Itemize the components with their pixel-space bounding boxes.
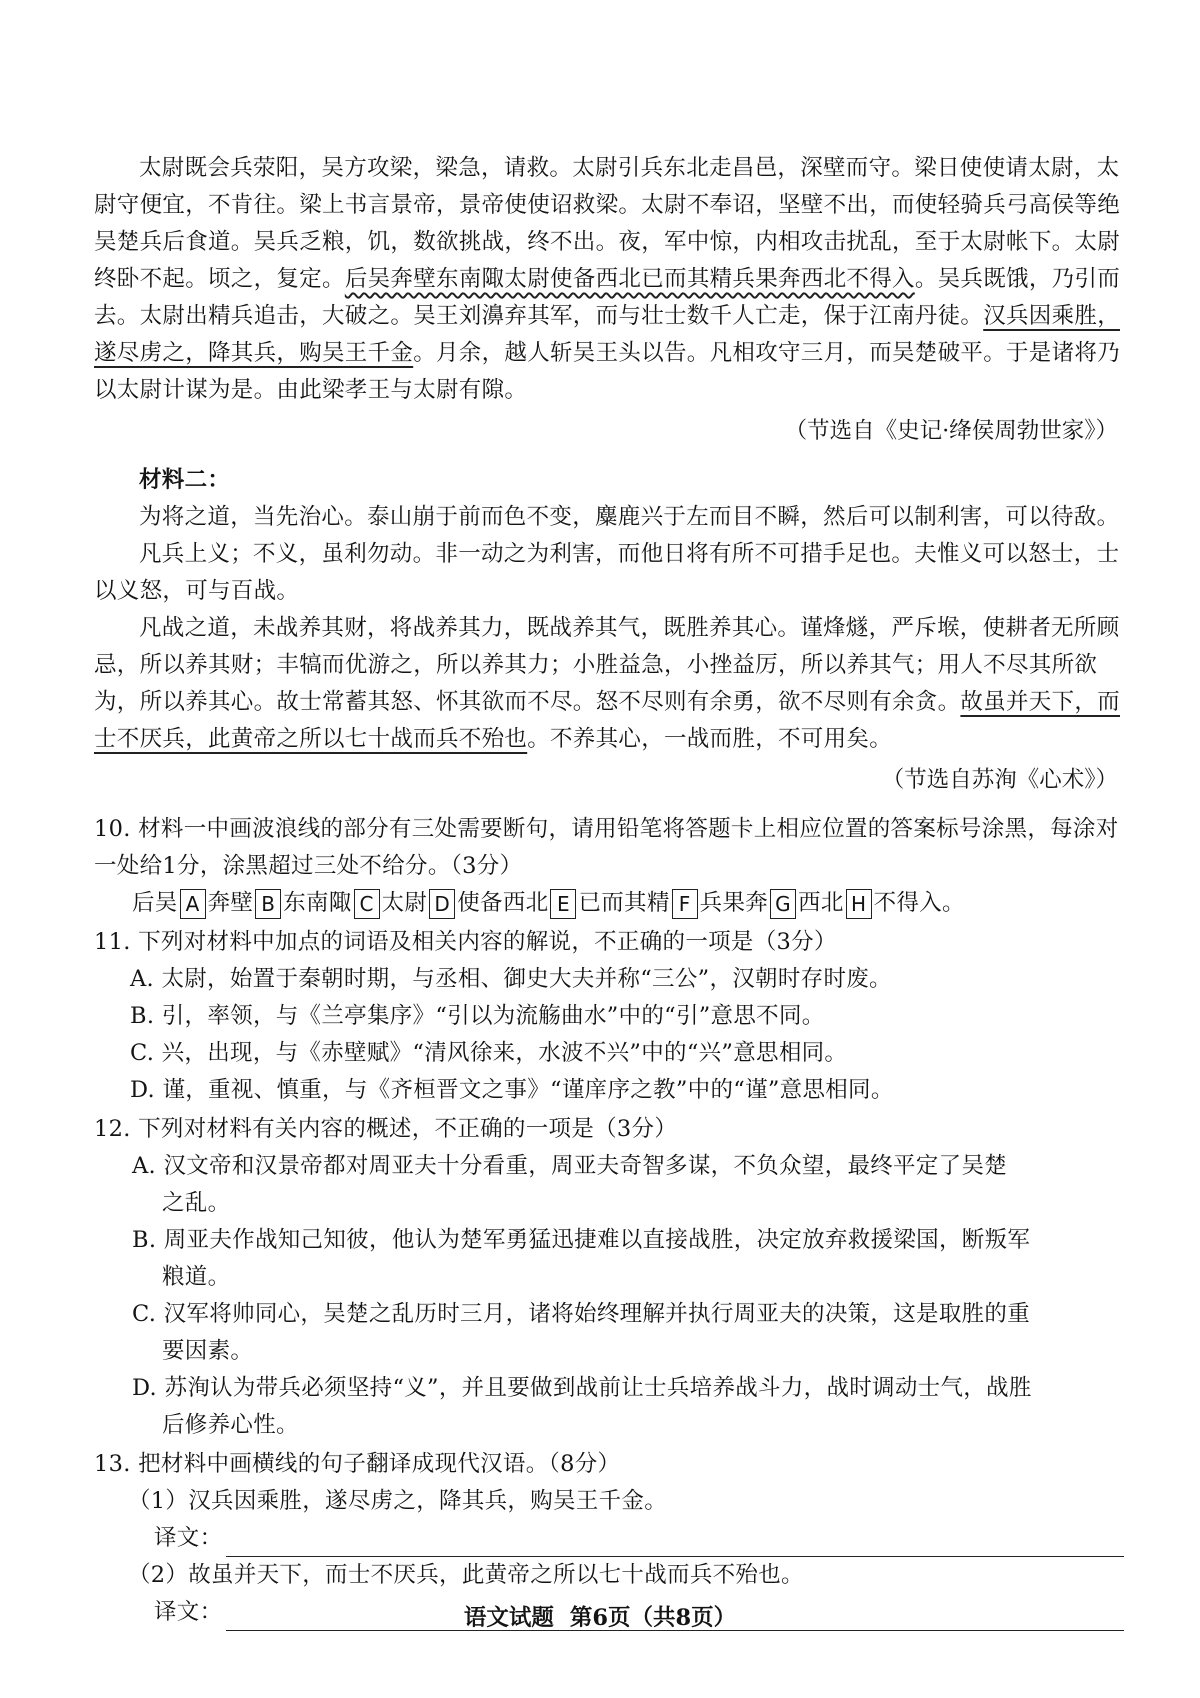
answer-box-h[interactable]: H xyxy=(846,889,872,919)
material2-source: （节选自苏洵《心术》） xyxy=(881,767,1118,793)
translation-blank-1[interactable] xyxy=(226,1528,1124,1557)
question-13-sentence-2: （2）故虽并天下，而士不厌兵，此黄帝之所以七十战而兵不殆也。 xyxy=(128,1562,804,1588)
segment-text: 西北 xyxy=(798,890,844,916)
footer-subject: 语文试题 xyxy=(463,1605,554,1631)
segment-text: 太尉 xyxy=(381,890,428,916)
underlined-sentence-2: 故虽并天下，而士不厌兵，此黄帝之所以七十战而兵不殆也 xyxy=(94,689,1121,752)
question-10-segment-line xyxy=(94,885,1124,922)
material2-label: 材料二： xyxy=(139,467,231,493)
option-continuation: 后修养心性。 xyxy=(162,1412,299,1438)
question-12-option-d xyxy=(94,1370,1124,1444)
option-line: D. 苏洵认为带兵必须坚持“义”，并且要做到战前让士兵培养战斗力，战时调动士气，战胜 xyxy=(132,1375,1032,1401)
question-12-option-c xyxy=(94,1296,1124,1370)
answer-box-a[interactable]: A xyxy=(180,889,206,919)
option-continuation: 之乱。 xyxy=(162,1190,231,1216)
question-10 xyxy=(94,811,1124,922)
answer-box-c[interactable]: C xyxy=(354,889,380,919)
material1-paragraph xyxy=(94,150,1124,409)
translation-label: 译文： xyxy=(154,1599,223,1625)
segment-text: 兵果奔 xyxy=(699,890,769,916)
answer-box-f[interactable]: F xyxy=(672,889,698,919)
material1-text-c: 。月余，越人斩吴王头以告。凡相攻守三月，而吴楚破平。于是诸将乃以太尉计谋为是。由此梁孝王与太尉有隙。 xyxy=(94,340,1121,403)
footer-page-number: 第6页（共8页） xyxy=(569,1605,737,1631)
answer-box-d[interactable]: D xyxy=(429,889,455,919)
material2-paragraph-2: 凡兵上义；不义，虽利勿动。非一动之为利害，而他日将有所不可措手足也。夫惟义可以怒士，士以义怒，可与百战。 xyxy=(94,541,1120,604)
question-11-option-d: D. 谨，重视、慎重，与《齐桓晋文之事》“谨庠序之教”中的“谨”意思相同。 xyxy=(130,1077,894,1103)
question-12 xyxy=(94,1111,1124,1444)
page-footer xyxy=(0,1600,1200,1632)
question-13-sentence-1: （1）汉兵因乘胜，遂尽虏之，降其兵，购吴王千金。 xyxy=(128,1488,668,1514)
question-11-stem: 11. 下列对材料中加点的词语及相关内容的解说，不正确的一项是（3分） xyxy=(94,929,837,955)
translation-label: 译文： xyxy=(154,1525,223,1551)
segment-text: 使备西北 xyxy=(457,890,549,916)
material2-text-a: 凡战之道，未战养其财，将战养其力，既战养其气，既胜养其心。谨烽燧，严斥堠，使耕者无所顾忌，所以养其财；丰犒而优游之，所以养其力；小胜益急，小挫益厉，所以养其气；用人不尽其所欲为，所以养其心。故士常蓄其怒、怀其欲而不尽。怒不尽则有余勇，欲不尽则有余贪。 xyxy=(94,615,1120,715)
option-line: A. 汉文帝和汉景帝都对周亚夫十分看重，周亚夫奇智多谋，不负众望，最终平定了吴楚 xyxy=(132,1153,1008,1179)
material1-text-a: 太尉既会兵荥阳，吴方攻梁，梁急，请救。太尉引兵东北走昌邑，深壁而守。梁日使使请太尉，太尉守便宜，不肯往。梁上书言景帝，景帝使使诏救梁。太尉不奉诏，坚壁不出，而使轻骑兵弓高侯等绝吴楚兵后食道。吴兵乏粮，饥，数欲挑战，终不出。夜，军中惊，内相攻击扰乱，至于太尉帐下。太尉终卧不起。顷之，复定。 xyxy=(94,155,1121,292)
question-11 xyxy=(94,924,1124,1109)
option-continuation: 粮道。 xyxy=(162,1264,231,1290)
question-12-option-a xyxy=(94,1148,1124,1222)
option-line: B. 周亚夫作战知己知彼，他认为楚军勇猛迅捷难以直接战胜，决定放弃救援梁国，断叛军 xyxy=(132,1227,1031,1253)
question-12-stem: 12. 下列对材料有关内容的概述，不正确的一项是（3分） xyxy=(94,1116,678,1142)
question-13-stem: 13. 把材料中画横线的句子翻译成现代汉语。（8分） xyxy=(94,1451,621,1477)
translation-row-1 xyxy=(94,1520,1124,1557)
wavy-underlined-passage: 后吴奔壁东南陬太尉使备西北已而其精兵果奔西北不得入 xyxy=(344,266,915,292)
option-line: C. 汉军将帅同心，吴楚之乱历时三月，诸将始终理解并执行周亚夫的决策，这是取胜的重 xyxy=(132,1301,1031,1327)
question-11-option-c: C. 兴，出现，与《赤壁赋》“清风徐来，水波不兴”中的“兴”意思相同。 xyxy=(130,1040,848,1066)
segment-text: 东南陬 xyxy=(283,890,352,916)
material2-paragraph-1: 为将之道，当先治心。泰山崩于前而色不变，麋鹿兴于左而目不瞬，然后可以制利害，可以待敌。 xyxy=(139,504,1120,530)
answer-box-b[interactable]: B xyxy=(255,889,281,919)
segment-text: 已而其精 xyxy=(578,890,670,916)
segment-text: 后吴 xyxy=(132,890,178,916)
question-10-stem: 10. 材料一中画波浪线的部分有三处需要断句，请用铅笔将答题卡上相应位置的答案标号涂黑，每涂对一处给1分，涂黑超过三处不给分。（3分） xyxy=(94,816,1119,879)
underlined-sentence-1: 汉兵因乘胜，遂尽虏之，降其兵，购吴王千金 xyxy=(94,303,1121,366)
material1-text-b: 。吴兵既饿，乃引而去。太尉出精兵追击，大破之。吴王刘濞弃其军，而与壮士数千人亡走，保于江南丹徒。 xyxy=(94,266,1121,329)
material2-text-b: 。不养其心，一战而胜，不可用矣。 xyxy=(527,726,893,752)
question-11-option-b: B. 引，率领，与《兰亭集序》“引以为流觞曲水”中的“引”意思不同。 xyxy=(130,1003,825,1029)
question-11-option-a: A. 太尉，始置于秦朝时期，与丞相、御史大夫并称“三公”，汉朝时存时废。 xyxy=(130,966,892,992)
material1-source: （节选自《史记·绛侯周勃世家》） xyxy=(784,418,1118,444)
answer-box-g[interactable]: G xyxy=(770,889,796,919)
answer-box-e[interactable]: E xyxy=(550,889,576,919)
question-12-option-b xyxy=(94,1222,1124,1296)
option-continuation: 要因素。 xyxy=(162,1338,254,1364)
segment-text: 奔壁 xyxy=(207,890,254,916)
segment-text: 不得入。 xyxy=(873,890,965,916)
page-content xyxy=(94,150,1124,1631)
material2-paragraph-3 xyxy=(94,610,1124,758)
